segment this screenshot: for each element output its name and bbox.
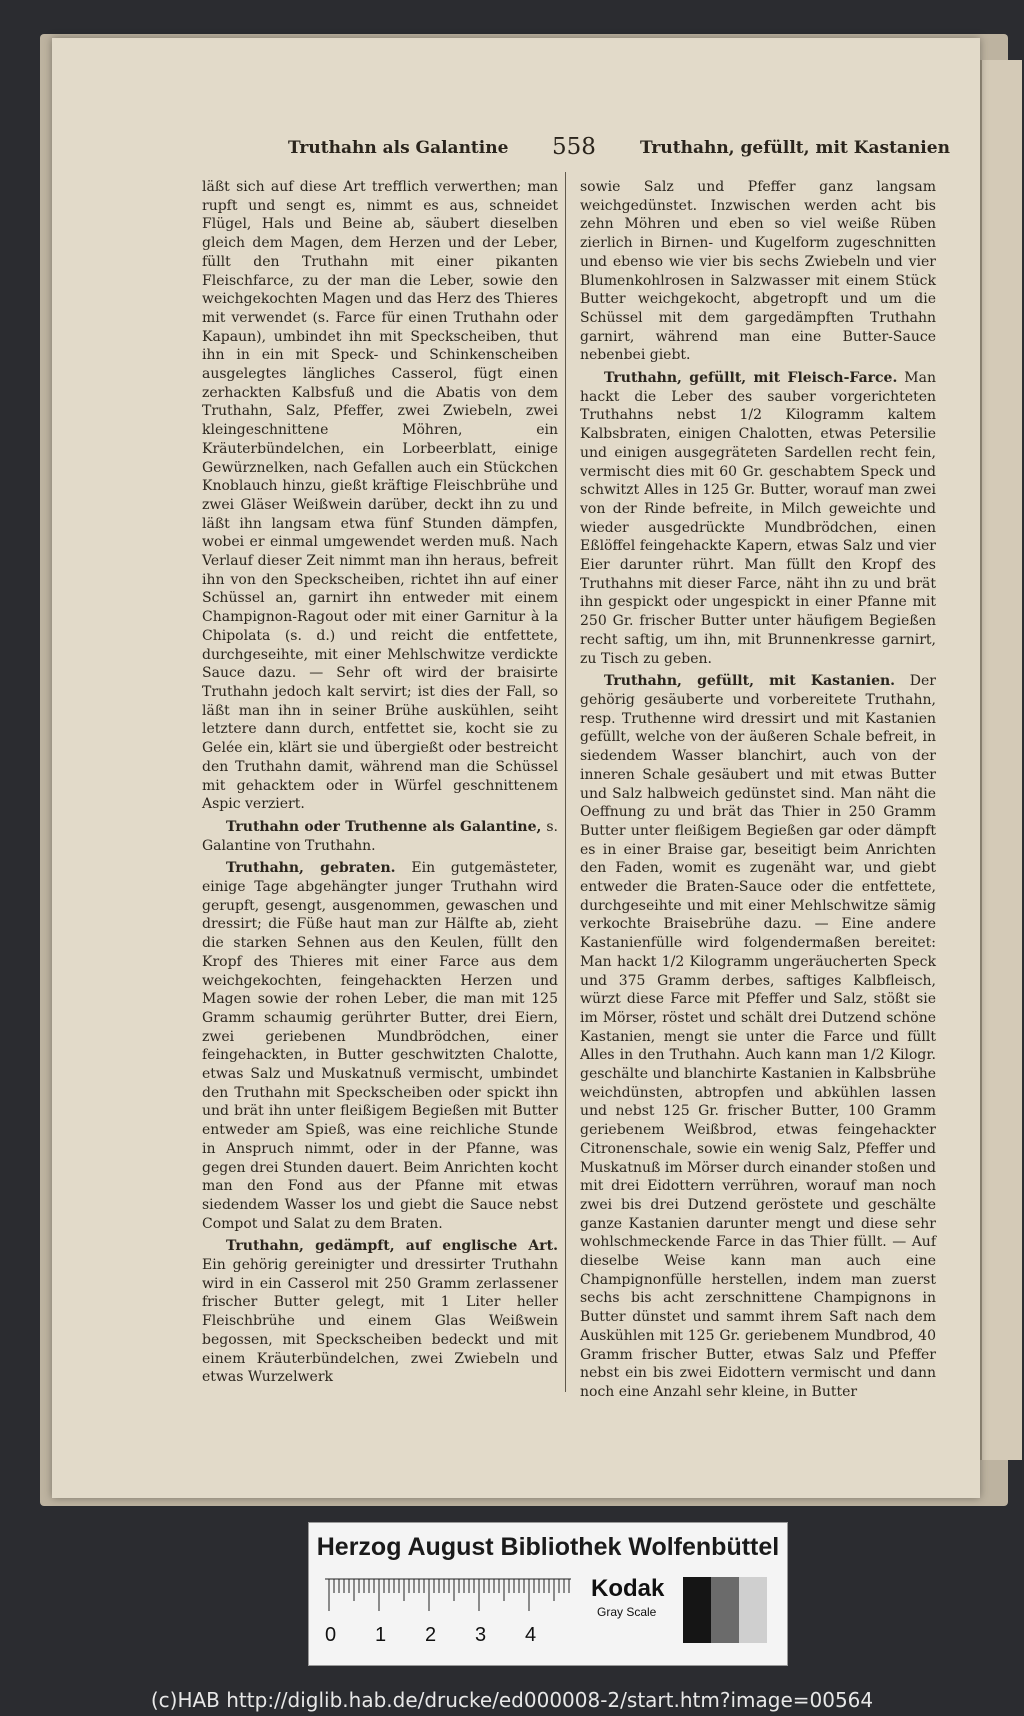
gray-swatch-mid xyxy=(711,1577,739,1643)
left-column xyxy=(202,178,558,1391)
entry-heading: Truthahn, gefüllt, mit Kastanien. xyxy=(604,673,896,690)
ruler-number: 1 xyxy=(375,1624,387,1646)
copyright-url: (c)HAB http://diglib.hab.de/drucke/ed000008-2/start.htm?image=00564 xyxy=(150,1688,874,1712)
entry-paragraph: Truthahn, gedämpft, auf englische Art. Ein gehörig gereinigter und dressirter Truthahn wird in ein Casserol mit 250 Gramm zerlassener frischer Butter gelegt, mit 1 Liter heller Fleischbrühe und einem Glas Weißwein begossen, mit Speckscheiben bedeckt und mit einem Kräuterbündelchen, zwei Zwiebeln und etwas Wurzelwerk xyxy=(202,1238,558,1386)
entry-heading: Truthahn, gebraten. xyxy=(226,860,396,877)
ruler-number: 0 xyxy=(325,1624,337,1646)
library-name: Herzog August Bibliothek Wolfenbüttel xyxy=(316,1533,780,1561)
column-divider xyxy=(565,172,566,1392)
book-page xyxy=(52,38,980,1498)
ruler-number: 2 xyxy=(425,1624,437,1646)
entry-paragraph: läßt sich auf diese Art trefflich verwerthen; man rupft und sengt es, nimmt es aus, schneidet Flügel, Hals und Beine ab, säubert dieselben gleich dem Magen, dem Herzen und der Leber, füllt den Truthahn mit einer pikanten Fleischfarce, zu der man die Leber, sowie den weichgekochten Magen und das Herz des Thieres mit verwendet (s. Farce für einen Truthahn oder Kapaun), umbindet ihn mit Speckscheiben, thut ihn in ein mit Speck- und Schinkenscheiben ausgelegtes längliches Casserol, fügt einen zerhackten Kalbsfuß und die Abatis von dem Truthahn, Salz, Pfeffer, zwei Zwiebeln, zwei kleingeschnittene Möhren, ein Kräuterbündelchen, ein Lorbeerblatt, einige Gewürznelken, nach Gefallen auch ein Stückchen Knoblauch hinzu, gießt kräftige Fleischbrühe und zwei Gläser Weißwein darüber, deckt ihn zu und läßt ihn langsam etwa fünf Stunden dämpfen, wobei er einmal umgewendet werden muß. Nach Verlauf dieser Zeit nimmt man ihn heraus, befreit ihn von den Speckscheiben, richtet ihn auf einer Schüssel an, garnirt ihn entweder mit einem Champignon-Ragout oder mit einer Garnitur à la Chipolata (s. d.) und reicht die entfettete, durchgeseihte, mit einer Mehlschwitze verdickte Sauce dazu. — Sehr oft wird der braisirte Truthahn jedoch kalt servirt; ist dies der Fall, so läßt man ihn in seiner Brühe auskühlen, seiht letztere dann durch, entfettet sie, kocht sie zu Gelée ein, klärt sie und übergießt oder bestreicht den Truthahn damit, während man die Schüssel mit gehacktem oder in Würfel geschnittenem Aspic verziert. xyxy=(202,179,558,813)
kodak-logo-text: Kodak xyxy=(591,1575,665,1602)
right-column xyxy=(580,178,936,1406)
entry-paragraph: Truthahn oder Truthenne als Galantine, s. Galantine von Truthahn. xyxy=(202,818,558,854)
ruler-number: 4 xyxy=(525,1624,537,1646)
gray-scale-label: Gray Scale xyxy=(597,1605,657,1619)
entry-paragraph: Truthahn, gebraten. Ein gutgemästeter, einige Tage abgehängter junger Truthahn wird gerupft, gesengt, ausgenommen, gewaschen und dressirt; die Füße haut man zur Hälfte ab, zieht die starken Sehnen aus den Keulen, füllt den Kropf des Thieres mit einer Farce aus dem weichgekochten, feingehackten Herzen und Magen sowie der rohen Leber, die man mit 125 Gramm schaumig gerührter Butter, drei Eiern, zwei geriebenen Mundbrödchen, einer feingehackten, in Butter geschwitzten Chalotte, etwas Salz und Muskatnuß vermischt, umbindet den Truthahn mit Speckscheiben oder spickt ihn und brät ihn unter fleißigem Begießen mit Butter entweder am Spieß, was eine reichliche Stunde in Anspruch nimmt, oder in der Pfanne, was gegen drei Stunden dauert. Beim Anrichten kocht man den Fond aus der Pfanne mit etwas siedendem Wasser los und giebt die Sauce nebst Compot und Salat zu dem Braten. xyxy=(202,860,559,1232)
ruler-number: 3 xyxy=(475,1624,487,1646)
entry-heading: Truthahn oder Truthenne als Galantine, xyxy=(226,818,542,835)
running-head-left: Truthahn als Galantine xyxy=(288,138,509,158)
running-head-right: Truthahn, gefüllt, mit Kastanien xyxy=(640,138,950,158)
entry-paragraph: Truthahn, gefüllt, mit Fleisch-Farce. Man hackt die Leber des sauber vorgerichteten Truthahns nebst 1/2 Kilogramm kaltem Kalbsbraten, einigen Chalotten, etwas Petersilie und einigen ausgegräteten Sardellen recht fein, vermischt dies mit 60 Gr. geschabtem Speck und schwitzt Alles in 125 Gr. Butter, worauf man zwei von der Rinde befreite, in Milch geweichte und wieder ausgedrückte Mundbrödchen, einen Eßlöffel feingehackte Kapern, etwas Salz und vier Eier darunter rührt. Man füllt den Kropf des Truthahns mit dieser Farce, näht ihn zu und brät ihn gespickt oder ungespickt in einer Pfanne mit 250 Gr. frischer Butter unter häufigem Begießen recht saftig, um ihn, mit Brunnenkresse garnirt, zu Tisch zu geben. xyxy=(580,370,936,667)
entry-paragraph: Truthahn, gefüllt, mit Kastanien. Der gehörig gesäuberte und vorbereitete Truthahn, resp. Truthenne wird dressirt und mit Kastanien gefüllt, welche von der äußeren Schale befreit, in siedendem Wasser blanchirt, auch von der inneren Schale gesäubert und mit etwas Butter und Salz halbweich gedünstet sind. Man näht die Oeffnung zu und brät das Thier in 250 Gramm Butter unter fleißigem Begießen gar oder dämpft es in einer Braise gar, beseitigt beim Anrichten den Faden, womit es zugenäht war, und giebt entweder die Braten-Sauce oder die entfettete, durchgeseihte und mit einer Mehlschwitze sämig verkochte Braisebrühe dazu. — Eine andere Kastanienfülle wird folgendermaßen bereitet: Man hackt 1/2 Kilogramm ungeräucherten Speck und 375 Gramm derbes, saftiges Kalbfleisch, würzt diese Farce mit Pfeffer und Salz, stößt sie im Mörser, röstet und schält drei Dutzend schöne Kastanien, mengt sie unter die Farce und füllt Alles in den Truthahn. Auch kann man 1/2 Kilogr. geschälte und blanchirte Kastanien in Kalbsbrühe weichdünsten, abtropfen und abkühlen lassen und nebst 125 Gr. frischer Butter, 100 Gramm geriebenem Weißbrod, etwas feingehackter Citronenschale, sowie ein wenig Salz, Pfeffer und Muskatnuß im Mörser durch einander stoßen und mit drei Eidottern verrühren, worauf man noch zwei bis drei Dutzend geröstete und geschälte ganze Kastanien darunter mengt und diese sehr wohlschmeckende Farce in das Thier füllt. — Auf dieselbe Weise kann man auch eine Champignonfülle herstellen, indem man zuerst sechs bis acht zerschnittene Champignons in Butter dünstet und sammt ihrem Saft nach dem Auskühlen mit 125 Gr. geriebenem Mundbrod, 40 Gramm frischer Butter, etwas Salz und Pfeffer nebst ein bis zwei Eidottern vermischt und dann noch eine Anzahl sehr kleine, in Butter xyxy=(580,673,936,1400)
gray-swatch-light xyxy=(739,1577,767,1643)
entry-paragraph: sowie Salz und Pfeffer ganz langsam weichgedünstet. Inzwischen werden acht bis zehn Möhren und eben so viel weiße Rüben zierlich in Birnen- und Kugelform zugeschnitten und ebenso wie vier bis sechs Zwiebeln und vier Blumenkohlrosen in Salzwasser mit einem Stück Butter weichgekocht, abgetropft und um die Schüssel mit dem gargedämpften Truthahn garnirt, während man eine Butter-Sauce nebenbei giebt. xyxy=(580,179,936,364)
entry-heading: Truthahn, gefüllt, mit Fleisch-Farce. xyxy=(604,370,898,387)
entry-heading: Truthahn, gedämpft, auf englische Art. xyxy=(226,1238,558,1255)
ruler-scale xyxy=(321,1575,575,1655)
gray-swatch-black xyxy=(683,1577,711,1643)
facing-page-edge xyxy=(980,60,1022,1460)
kodak-gray-scale xyxy=(587,1573,777,1653)
library-color-card xyxy=(308,1522,788,1666)
page-number: 558 xyxy=(552,134,596,160)
